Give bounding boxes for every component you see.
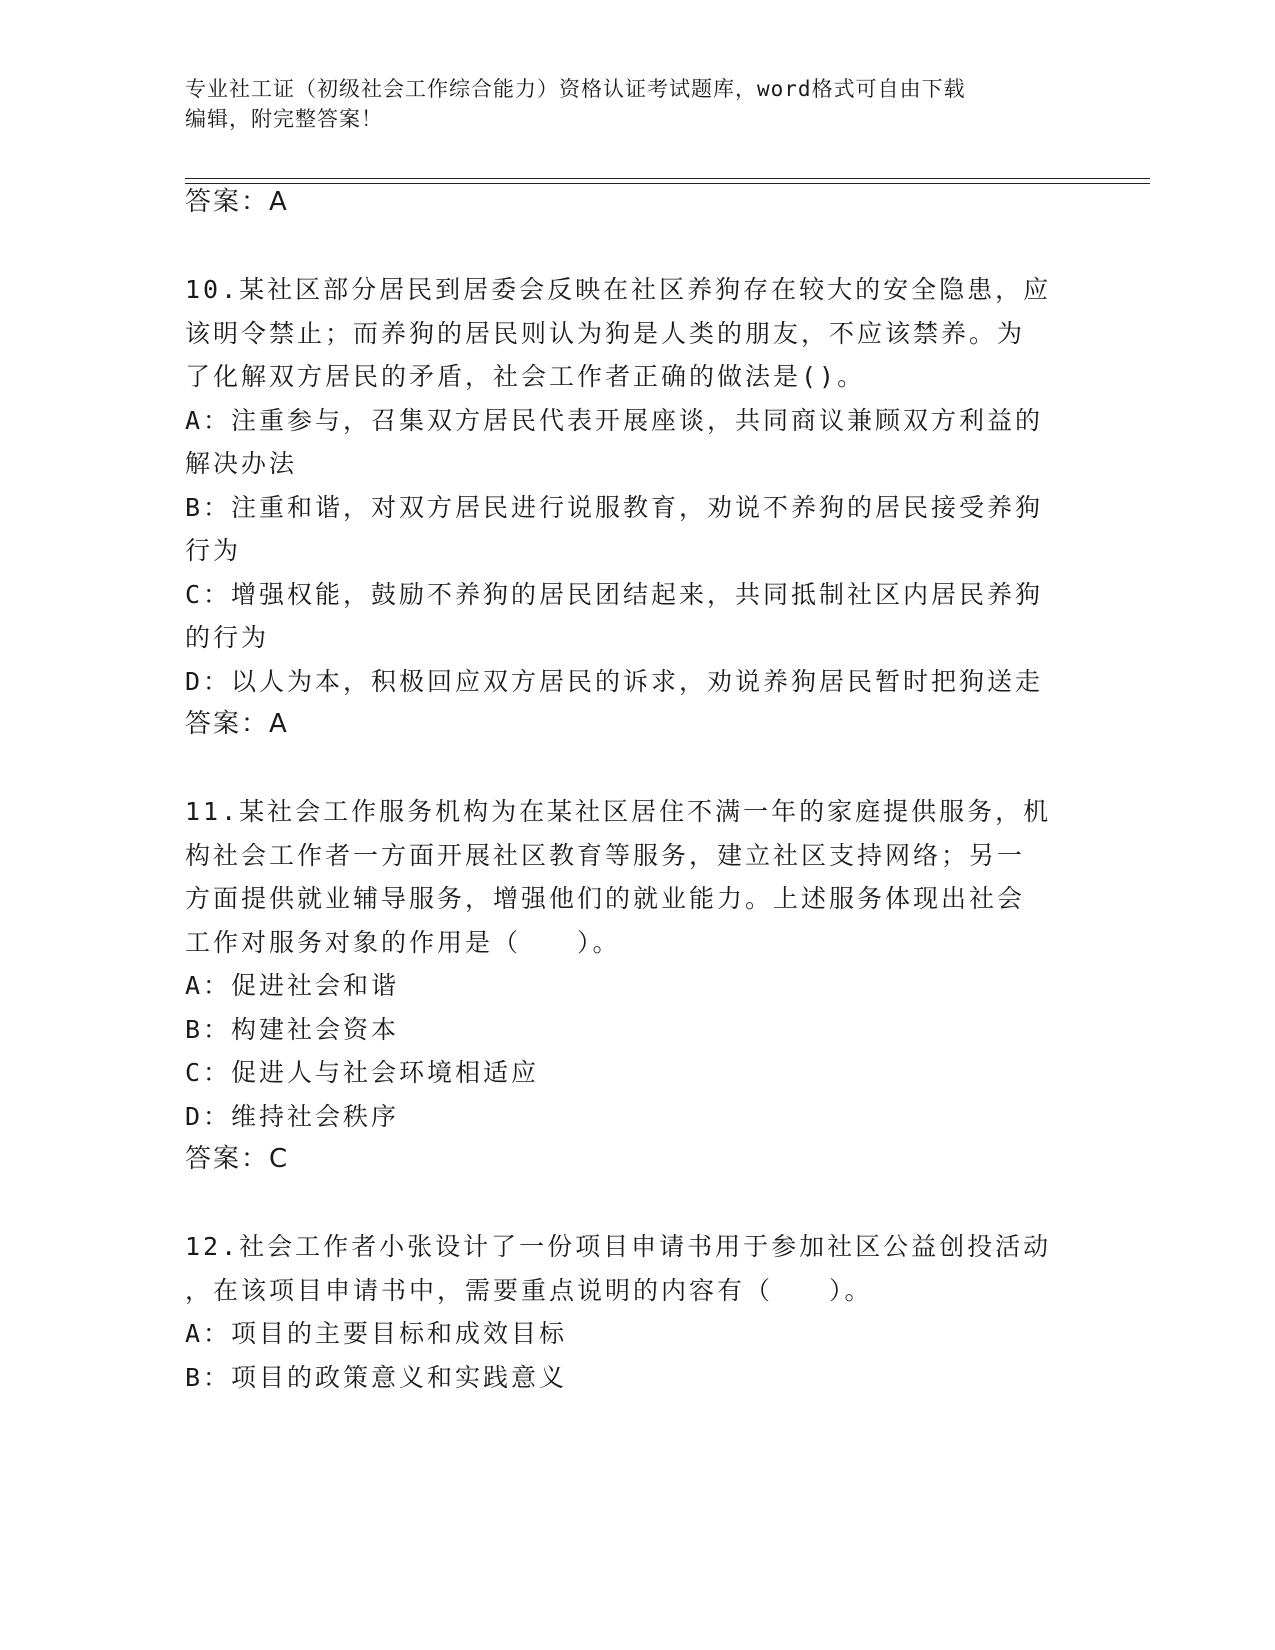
q11-answer: 答案：C [185,1144,290,1174]
q10-option-b-line-1: B：注重和谐，对双方居民进行说服教育，劝说不养狗的居民接受养狗 [185,493,1044,522]
header-line-1: 专业社工证（初级社会工作综合能力）资格认证考试题库，word格式可自由下载 [185,77,966,101]
page-header [185,74,1065,134]
q12-option-b: B：项目的政策意义和实践意义 [185,1363,568,1392]
q10-stem-line-2: 该明令禁止；而养狗的居民则认为狗是人类的朋友，不应该禁养。为 [185,319,1026,348]
q10-option-a-line-1: A：注重参与，召集双方居民代表开展座谈，共同商议兼顾双方利益的 [185,406,1044,435]
header-line-2: 编辑，附完整答案！ [185,107,383,131]
header-divider-top [185,178,1150,179]
q11-option-d: D：维持社会秩序 [185,1102,400,1131]
q10-option-c-line-2: 的行为 [185,623,270,652]
q10-option-b-line-2: 行为 [185,536,242,565]
previous-answer: 答案：A [185,187,289,217]
q10-answer: 答案：A [185,709,289,739]
q10-stem-line-3: 了化解双方居民的矛盾，社会工作者正确的做法是()。 [185,362,866,391]
q11-option-a: A：促进社会和谐 [185,971,400,1000]
q12-stem-line-1: 12.社会工作者小张设计了一份项目申请书用于参加社区公益创投活动 [185,1232,1052,1261]
q11-stem-line-3: 方面提供就业辅导服务，增强他们的就业能力。上述服务体现出社会 [185,884,1026,913]
q11-option-b: B：构建社会资本 [185,1015,400,1044]
q10-option-a-line-2: 解决办法 [185,449,298,478]
q10-option-d-line-1: D：以人为本，积极回应双方居民的诉求，劝说养狗居民暂时把狗送走 [185,667,1044,696]
q10-stem-line-1: 10.某社区部分居民到居委会反映在社区养狗存在较大的安全隐患，应 [185,275,1052,304]
q12-stem-line-2: ，在该项目申请书中，需要重点说明的内容有（ ）。 [185,1276,873,1305]
q11-option-c: C：促进人与社会环境相适应 [185,1058,540,1087]
q11-stem-line-4: 工作对服务对象的作用是（ ）。 [185,928,621,957]
q12-option-a: A：项目的主要目标和成效目标 [185,1319,568,1348]
q11-stem-line-2: 构社会工作者一方面开展社区教育等服务，建立社区支持网络；另一 [185,841,1026,870]
q10-option-c-line-1: C：增强权能，鼓励不养狗的居民团结起来，共同抵制社区内居民养狗 [185,580,1044,609]
q11-stem-line-1: 11.某社会工作服务机构为在某社区居住不满一年的家庭提供服务，机 [185,797,1052,826]
header-divider-bottom [185,183,1150,184]
